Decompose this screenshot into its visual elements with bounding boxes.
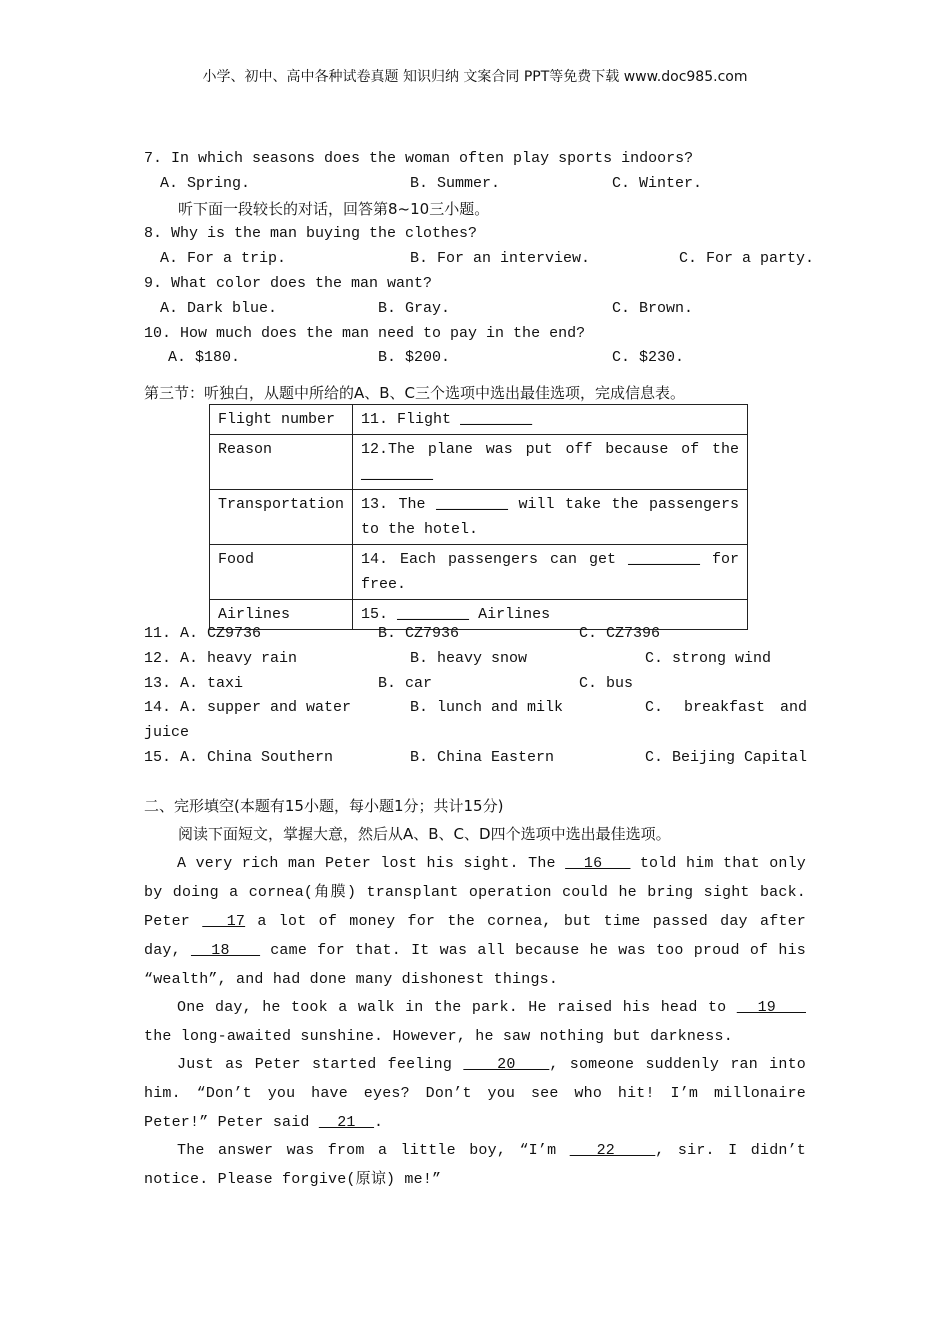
- answer-blank: ________: [460, 411, 533, 428]
- question-7-stem: 7. In which seasons does the woman often play sports indoors?: [144, 150, 694, 167]
- question-14-option-c-word: juice: [144, 724, 190, 741]
- question-9-stem: 9. What color does the man want?: [144, 275, 433, 292]
- table-row: [210, 405, 748, 435]
- question-13-option-b: B. car: [378, 675, 433, 692]
- question-10-stem: 10. How much does the man need to pay in the end?: [144, 325, 586, 342]
- question-11-option-c: C. CZ7396: [579, 625, 661, 642]
- blank-18: 18: [190, 942, 261, 959]
- question-14-option-a: 14. A. supper and water: [144, 699, 352, 716]
- table-row: [210, 545, 748, 600]
- cloze-paragraph-1: [144, 849, 806, 994]
- cloze-paragraph-2: [144, 993, 806, 1051]
- question-8-option-c: C. For a party.: [679, 250, 815, 267]
- blank-22: 22: [569, 1142, 656, 1159]
- cell-text: Airlines: [469, 606, 551, 623]
- cell-text: 15.: [361, 606, 398, 623]
- blank-16: 16: [565, 855, 631, 872]
- paragraph-text: One day, he took a walk in the park. He raised his head to: [177, 999, 737, 1016]
- question-11-option-a: 11. A. CZ9736: [144, 625, 262, 642]
- blank-20: 20: [463, 1056, 550, 1073]
- question-11-option-b: B. CZ7936: [378, 625, 460, 642]
- paragraph-text: a lot of money for the cornea, but time passed day after day,: [144, 913, 806, 959]
- section-3-title: 第三节：听独白，从题中所给的A、B、C三个选项中选出最佳选项，完成信息表。: [144, 384, 686, 402]
- cell-text: 14. Each passengers can get: [361, 551, 629, 568]
- table-row: [210, 600, 748, 630]
- cloze-paragraph-4: [144, 1136, 806, 1194]
- question-12-option-a: 12. A. heavy rain: [144, 650, 298, 667]
- question-14-option-c-word: and: [780, 699, 808, 716]
- question-15-option-c: C. Beijing Capital: [645, 749, 808, 766]
- paragraph-text: A very rich man Peter lost his sight. The: [177, 855, 566, 872]
- answer-blank: ________: [361, 466, 434, 483]
- blank-17: 17: [202, 913, 246, 930]
- table-value-cell: [353, 545, 748, 600]
- question-9-option-a: A. Dark blue.: [160, 300, 278, 317]
- table-key-cell: Reason: [210, 435, 353, 490]
- table-key-cell: Food: [210, 545, 353, 600]
- answer-blank: ________: [628, 551, 701, 568]
- question-8-option-b: B. For an interview.: [410, 250, 591, 267]
- question-14-option-c-word: breakfast: [684, 699, 766, 716]
- cell-text: for free.: [361, 551, 740, 593]
- page-header: 小学、初中、高中各种试卷真题 知识归纳 文案合同 PPT等免费下载 www.doc985.com: [202, 69, 748, 85]
- question-15-option-a: 15. A. China Southern: [144, 749, 334, 766]
- table-row: [210, 435, 748, 490]
- blank-19: 19: [736, 999, 806, 1016]
- paragraph-text: , sir. I didn’t notice. Please forgive(原谅) me!”: [144, 1142, 806, 1188]
- cloze-instruction: 阅读下面短文，掌握大意，然后从A、B、C、D四个选项中选出最佳选项。: [178, 825, 671, 843]
- question-12-option-b: B. heavy snow: [410, 650, 528, 667]
- question-8-stem: 8. Why is the man buying the clothes?: [144, 225, 478, 242]
- cloze-paragraph-3: [144, 1050, 806, 1137]
- table-key-cell: Flight number: [210, 405, 353, 435]
- paragraph-text: , someone suddenly ran into him. “Don’t you have eyes? Don’t you see who hit! I’m millonaire Peter!” Peter said: [144, 1056, 806, 1131]
- paragraph-text: came for that. It was all because he was too proud of his “wealth”, and had done many dishonest things.: [144, 942, 806, 988]
- blank-21: 21: [318, 1114, 375, 1131]
- question-13-option-a: 13. A. taxi: [144, 675, 244, 692]
- instruction-8-10: 听下面一段较长的对话，回答第8~10三小题。: [178, 200, 490, 218]
- question-14-option-c-label: C.: [645, 699, 664, 716]
- cell-text: 13. The: [361, 496, 437, 513]
- question-9-option-b: B. Gray.: [378, 300, 451, 317]
- cloze-title: 二、完形填空(本题有15小题，每小题1分；共计15分): [144, 797, 504, 815]
- table-key-cell: Airlines: [210, 600, 353, 630]
- paragraph-text: the long-awaited sunshine. However, he saw nothing but darkness.: [144, 1028, 733, 1045]
- question-10-option-c: C. $230.: [612, 349, 685, 366]
- question-8-option-a: A. For a trip.: [160, 250, 287, 267]
- paragraph-text: The answer was from a little boy, “I’m: [177, 1142, 570, 1159]
- table-value-cell: [353, 405, 748, 435]
- paragraph-text: .: [374, 1114, 384, 1131]
- question-13-option-c: C. bus: [579, 675, 634, 692]
- table-row: [210, 490, 748, 545]
- question-12-option-c: C. strong wind: [645, 650, 772, 667]
- cell-text: 11. Flight: [361, 411, 461, 428]
- question-7-option-c: C. Winter.: [612, 175, 703, 192]
- question-10-option-a: A. $180.: [168, 349, 241, 366]
- question-7-option-b: B. Summer.: [410, 175, 501, 192]
- question-15-option-b: B. China Eastern: [410, 749, 555, 766]
- cell-text: 12.The plane was put off because of the: [361, 441, 740, 458]
- question-9-option-c: C. Brown.: [612, 300, 694, 317]
- question-7-option-a: A. Spring.: [160, 175, 251, 192]
- question-14-option-b: B. lunch and milk: [410, 699, 564, 716]
- table-value-cell: [353, 435, 748, 490]
- paragraph-text: told him that only by doing a cornea(角膜) transplant operation could he bring sight back. Peter: [144, 855, 806, 930]
- paragraph-text: Just as Peter started feeling: [177, 1056, 464, 1073]
- table-key-cell: Transportation: [210, 490, 353, 545]
- cell-text: will take the passengers to the hotel.: [361, 496, 740, 538]
- info-table: [209, 404, 748, 630]
- question-10-option-b: B. $200.: [378, 349, 451, 366]
- answer-blank: ________: [397, 606, 470, 623]
- table-value-cell: [353, 490, 748, 545]
- answer-blank: ________: [436, 496, 509, 513]
